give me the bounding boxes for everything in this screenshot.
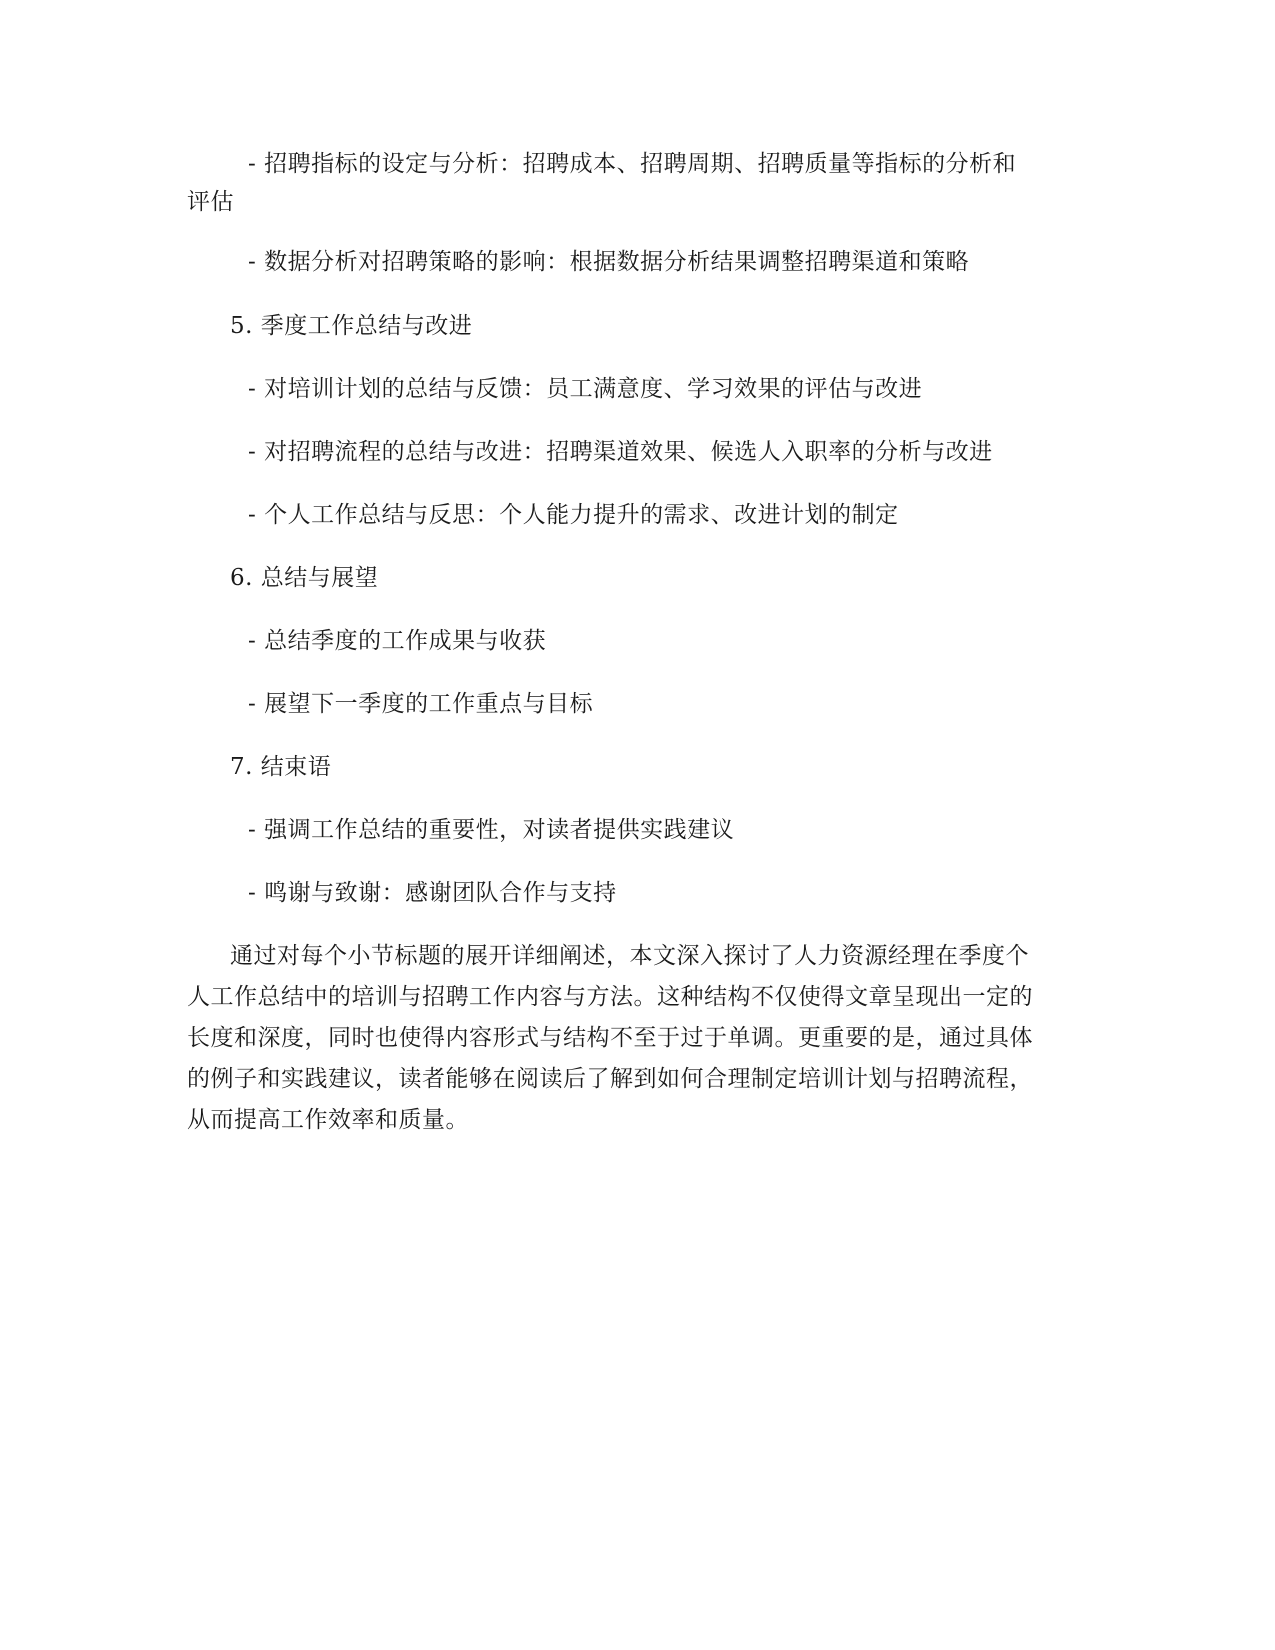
bullet-acknowledgements: - 鸣谢与致谢：感谢团队合作与支持: [248, 880, 617, 906]
bullet-importance-of-summary: - 强调工作总结的重要性，对读者提供实践建议: [248, 817, 735, 843]
bullet-training-review: - 对培训计划的总结与反馈：员工满意度、学习效果的评估与改进: [248, 376, 923, 402]
bullet-quarter-summary: - 总结季度的工作成果与收获: [248, 628, 547, 654]
bullet-personal-reflection: - 个人工作总结与反思：个人能力提升的需求、改进计划的制定: [248, 502, 899, 528]
bullet-data-analysis-impact: - 数据分析对招聘策略的影响：根据数据分析结果调整招聘渠道和策略: [248, 249, 970, 275]
conclusion-paragraph-line-3: 长度和深度，同时也使得内容形式与结构不至于过于单调。更重要的是，通过具体: [187, 1025, 1033, 1051]
bullet-recruitment-review: - 对招聘流程的总结与改进：招聘渠道效果、候选人入职率的分析与改进: [248, 439, 993, 465]
section-heading-7: 7. 结束语: [230, 754, 332, 780]
conclusion-paragraph-line-5: 从而提高工作效率和质量。: [187, 1107, 469, 1133]
bullet-recruitment-metrics-continued: 评估: [187, 189, 234, 215]
section-heading-6: 6. 总结与展望: [230, 565, 379, 591]
bullet-recruitment-metrics: - 招聘指标的设定与分析：招聘成本、招聘周期、招聘质量等指标的分析和: [248, 151, 1017, 177]
conclusion-paragraph-line-4: 的例子和实践建议，读者能够在阅读后了解到如何合理制定培训计划与招聘流程，: [187, 1066, 1033, 1092]
section-heading-5: 5. 季度工作总结与改进: [230, 313, 473, 339]
conclusion-paragraph-line-2: 人工作总结中的培训与招聘工作内容与方法。这种结构不仅使得文章呈现出一定的: [187, 984, 1033, 1010]
conclusion-paragraph-line-1: 通过对每个小节标题的展开详细阐述，本文深入探讨了人力资源经理在季度个: [230, 943, 1029, 969]
bullet-next-quarter-outlook: - 展望下一季度的工作重点与目标: [248, 691, 594, 717]
